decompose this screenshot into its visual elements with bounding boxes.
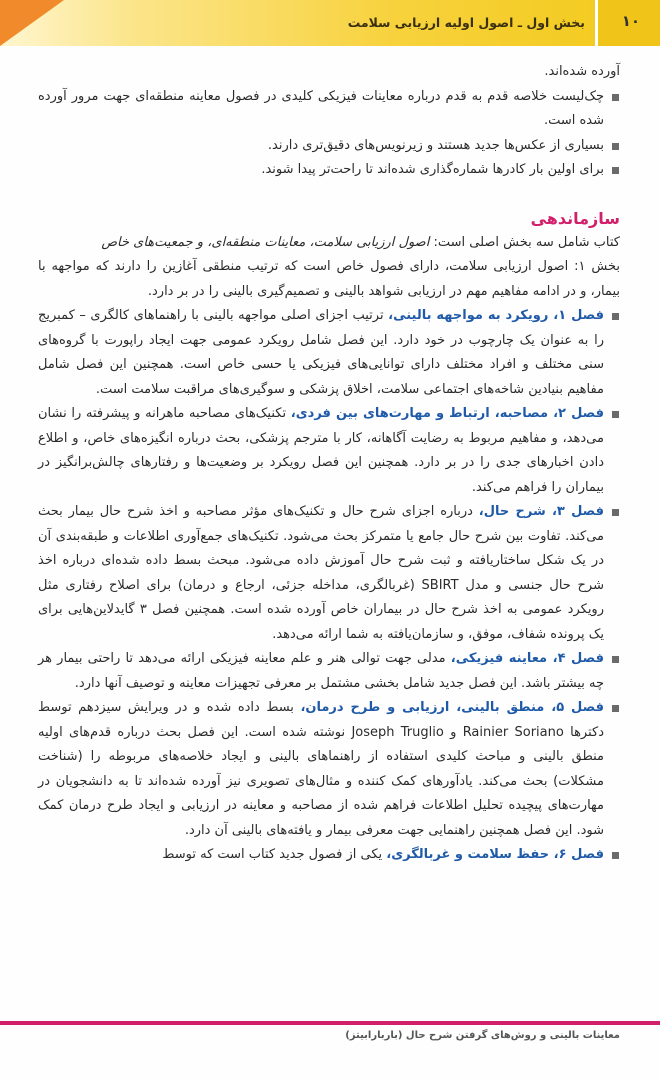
list-item bbox=[38, 843, 620, 868]
chapter-list bbox=[38, 304, 620, 868]
chapter-title: فصل ۵، منطق بالینی، ارزیابی و طرح درمان، bbox=[300, 700, 604, 715]
chapter-text: ترتیب اجزای اصلی مواجهه بالینی با راهنماهای کالگری – کمبریج را به عنوان یک چارچوب در خود دارد. این فصل شامل رویکرد عمومی جهت ایجاد راپورت با گروه‌های سنی مختلف و افراد مختلف دارای توانایی‌های فیزیکی یا حسی خاص است. همچنین این فصل شامل مفاهیم بنیادین شاخه‌های اجتماعی سلامت، اخلاق پزشکی و سوگیری‌های مراقبت سلامت است. bbox=[38, 308, 604, 397]
list-item bbox=[38, 304, 620, 402]
page-number: ۱۰ bbox=[621, 12, 640, 30]
list-item: برای اولین بار کادرها شماره‌گذاری شده‌اند تا راحت‌تر پیدا شوند. bbox=[38, 158, 620, 183]
chapter-text: بسط داده شده و در ویرایش سیزدهم توسط دکترها Rainier Soriano و Joseph Truglio نوشته شده است. این فصل بحث درباره قدم‌های اولیه منطق بالینی و مباحث کلیدی استفاده از راهنماهای بالینی و ایجاد خلاصه‌های مربوطه را (شناخت مشکلات) بحث می‌کند. یادآورهای کمک کننده و مثال‌های تصویری نیز آورده شده‌اند تا به دانشجویان در مهارت‌های پیچیده تحلیل اطلاعات فراهم شده از مصاحبه و معاینه در ارزیابی و ایجاد طرح درمان کمک شود. این فصل همچنین راهنمایی جهت معرفی بیمار و یافته‌های بالینی آن دارد. bbox=[38, 700, 605, 838]
chapter-text: تکنیک‌های مصاحبه ماهرانه و پیشرفته را نشان می‌دهد، و مفاهیم مربوط به رضایت آگاهانه، کار با مترجم پزشکی، بحث درباره انگیزه‌های خاص، و اطلاع دادن اخبارهای جدی را در بر دارد. همچنین این فصل رویکرد بر وضعیت‌ها و رفتارهای چالش‌برانگیز در بیماران را فراهم می‌کند. bbox=[38, 406, 604, 495]
chapter-title: فصل ۳، شرح حال، bbox=[478, 504, 604, 519]
chapter-text: یکی از فصول جدید کتاب است که توسط bbox=[162, 847, 387, 862]
list-item: بسیاری از عکس‌ها جدید هستند و زیرنویس‌های دقیق‌تری دارند. bbox=[38, 134, 620, 159]
section-heading: سازماندهی bbox=[530, 208, 620, 228]
section-intro-prefix: کتاب شامل سه بخش اصلی است: bbox=[429, 234, 620, 250]
footer-divider bbox=[0, 1021, 660, 1025]
page-footer: معاینات بالینی و روش‌های گرفتن شرح حال (باربارابیتز) bbox=[345, 1030, 620, 1041]
page-header bbox=[0, 0, 660, 46]
list-item bbox=[38, 696, 620, 843]
header-corner-decoration bbox=[0, 0, 64, 46]
section-intro bbox=[38, 231, 620, 256]
list-item bbox=[38, 402, 620, 500]
list-item: چک‌لیست خلاصه قدم به قدم درباره معاینات فیزیکی کلیدی در فصول معاینه منطقه‌ای جهت مرور آورده شده است. bbox=[38, 85, 620, 134]
chapter-title: فصل ۴، معاینه فیزیکی، bbox=[450, 651, 604, 666]
chapter-text: مدلی جهت توالی هنر و علم معاینه فیزیکی ارائه می‌دهد تا راحتی بیمار هر چه بیشتر باشد. این فصل جدید شامل بخشی مشتمل بر معرفی تجهیزات معاینه و توصیف آنها دارد. bbox=[38, 651, 604, 691]
page-body bbox=[38, 60, 620, 868]
part1-paragraph: بخش ۱: اصول ارزیابی سلامت، دارای فصول خاص است که ترتیب منطقی آغازین را دارند که مواجهه با بیمار، و در ادامه مفاهیم مهم در ارزیابی شواهد بالینی و تصمیم‌گیری بالینی را در بر دارد. bbox=[38, 259, 620, 299]
list-item bbox=[38, 500, 620, 647]
list-item bbox=[38, 647, 620, 696]
chapter-title: فصل ۶، حفظ سلامت و غربالگری، bbox=[386, 847, 604, 862]
chapter-title: فصل ۲، مصاحبه، ارتباط و مهارت‌های بین فردی، bbox=[290, 406, 604, 421]
chapter-title: فصل ۱، رویکرد به مواجهه بالینی، bbox=[388, 308, 604, 323]
feature-bullet-list bbox=[38, 85, 620, 183]
section-intro-parts: اصول ارزیابی سلامت، معاینات منطقه‌ای، و جمعیت‌های خاص bbox=[101, 234, 430, 250]
continued-text: آورده شده‌اند. bbox=[544, 64, 620, 79]
chapter-text: درباره اجزای شرح حال و تکنیک‌های مؤثر مصاحبه و اخذ شرح حال بیمار بحث می‌کند. تفاوت بین شرح حال جامع یا متمرکز بحث می‌شود. تکنیک‌های جمع‌آوری اطلاعات و طبقه‌بندی آن در یک شکل ساختاریافته و ثبت شرح حال آموزش داده می‌شود. مبحث بسط داده شده‌ای درباره اخذ شرح حال جنسی و مدل SBIRT (غربالگری، مداخله جزئی، ارجاع و درمان) برای اصلاح رفتاری مثل رویکرد عمومی به اخذ شرح حال در بیماران خاص آورده شده است. همچنین فصل ۳ گایدلاین‌هایی برای یک پرونده شفاف، موفق، و سازمان‌یافته به شما ارائه می‌دهد. bbox=[38, 504, 604, 642]
page-number-box bbox=[595, 0, 660, 46]
running-header-title: بخش اول ـ اصول اولیه ارزیابی سلامت bbox=[347, 15, 585, 30]
